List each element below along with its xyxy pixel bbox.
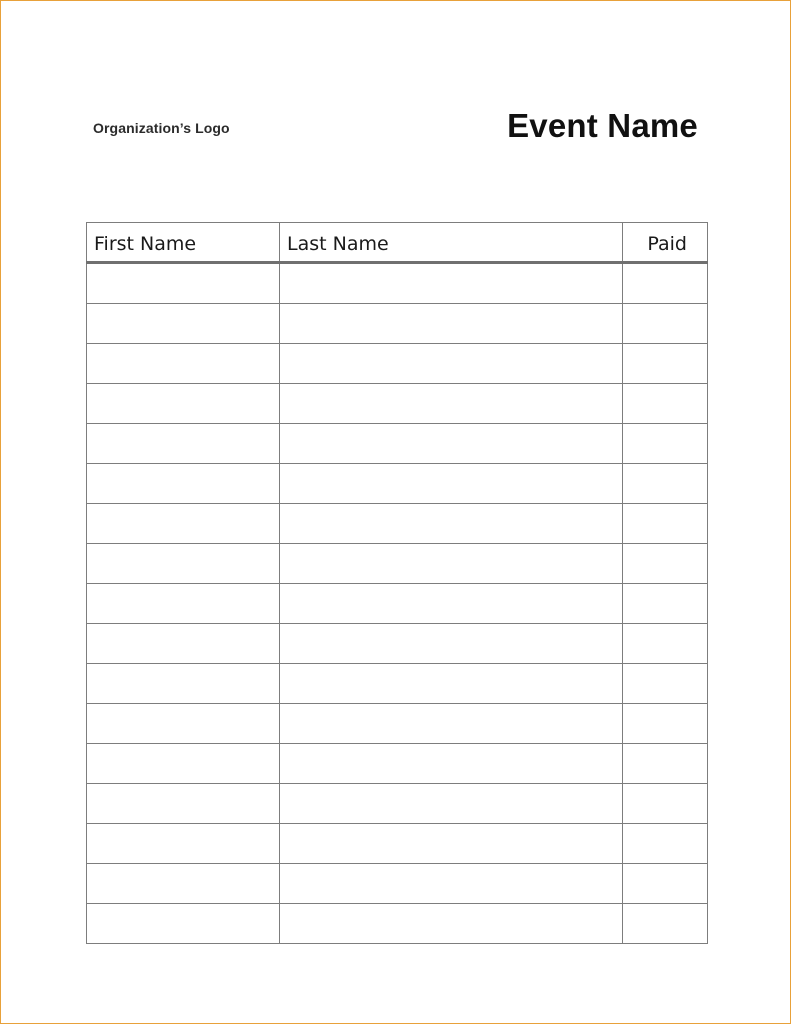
last-name-cell[interactable] (280, 424, 623, 464)
organization-logo-placeholder: Organization’s Logo (93, 120, 230, 136)
first-name-cell[interactable] (87, 504, 280, 544)
first-name-cell[interactable] (87, 304, 280, 344)
last-name-cell[interactable] (280, 384, 623, 424)
last-name-cell[interactable] (280, 664, 623, 704)
paid-cell[interactable] (623, 824, 708, 864)
table-row (87, 664, 708, 704)
first-name-cell[interactable] (87, 824, 280, 864)
table-body (87, 263, 708, 944)
paid-cell[interactable] (623, 864, 708, 904)
first-name-cell[interactable] (87, 544, 280, 584)
paid-cell[interactable] (623, 784, 708, 824)
sign-up-table (86, 222, 708, 944)
table-row (87, 263, 708, 304)
table-row (87, 624, 708, 664)
event-title: Event Name (507, 107, 698, 144)
last-name-cell[interactable] (280, 824, 623, 864)
table-row (87, 744, 708, 784)
column-header-first-name: First Name (87, 223, 280, 263)
paid-cell[interactable] (623, 504, 708, 544)
paid-cell[interactable] (623, 424, 708, 464)
table-row (87, 424, 708, 464)
last-name-cell[interactable] (280, 504, 623, 544)
last-name-cell[interactable] (280, 304, 623, 344)
paid-cell[interactable] (623, 704, 708, 744)
table-row (87, 584, 708, 624)
paid-cell[interactable] (623, 624, 708, 664)
paid-cell[interactable] (623, 263, 708, 304)
last-name-cell[interactable] (280, 704, 623, 744)
column-header-last-name: Last Name (280, 223, 623, 263)
table-row (87, 344, 708, 384)
table-row (87, 864, 708, 904)
table-row (87, 824, 708, 864)
table-header-row (87, 223, 708, 263)
table-row (87, 384, 708, 424)
first-name-cell[interactable] (87, 904, 280, 944)
table-row (87, 304, 708, 344)
column-header-paid: Paid (623, 223, 708, 263)
last-name-cell[interactable] (280, 624, 623, 664)
paid-cell[interactable] (623, 384, 708, 424)
table-row (87, 704, 708, 744)
last-name-cell[interactable] (280, 784, 623, 824)
paid-cell[interactable] (623, 544, 708, 584)
paid-cell[interactable] (623, 464, 708, 504)
first-name-cell[interactable] (87, 384, 280, 424)
first-name-cell[interactable] (87, 704, 280, 744)
paid-cell[interactable] (623, 304, 708, 344)
table-row (87, 784, 708, 824)
first-name-cell[interactable] (87, 744, 280, 784)
first-name-cell[interactable] (87, 344, 280, 384)
last-name-cell[interactable] (280, 263, 623, 304)
first-name-cell[interactable] (87, 664, 280, 704)
last-name-cell[interactable] (280, 464, 623, 504)
table-row (87, 504, 708, 544)
first-name-cell[interactable] (87, 864, 280, 904)
paid-cell[interactable] (623, 344, 708, 384)
paid-cell[interactable] (623, 584, 708, 624)
first-name-cell[interactable] (87, 464, 280, 504)
first-name-cell[interactable] (87, 584, 280, 624)
first-name-cell[interactable] (87, 624, 280, 664)
first-name-cell[interactable] (87, 784, 280, 824)
last-name-cell[interactable] (280, 544, 623, 584)
last-name-cell[interactable] (280, 744, 623, 784)
first-name-cell[interactable] (87, 263, 280, 304)
table-row (87, 904, 708, 944)
last-name-cell[interactable] (280, 864, 623, 904)
first-name-cell[interactable] (87, 424, 280, 464)
last-name-cell[interactable] (280, 584, 623, 624)
paid-cell[interactable] (623, 744, 708, 784)
last-name-cell[interactable] (280, 344, 623, 384)
paid-cell[interactable] (623, 904, 708, 944)
paid-cell[interactable] (623, 664, 708, 704)
table-row (87, 544, 708, 584)
table-row (87, 464, 708, 504)
last-name-cell[interactable] (280, 904, 623, 944)
